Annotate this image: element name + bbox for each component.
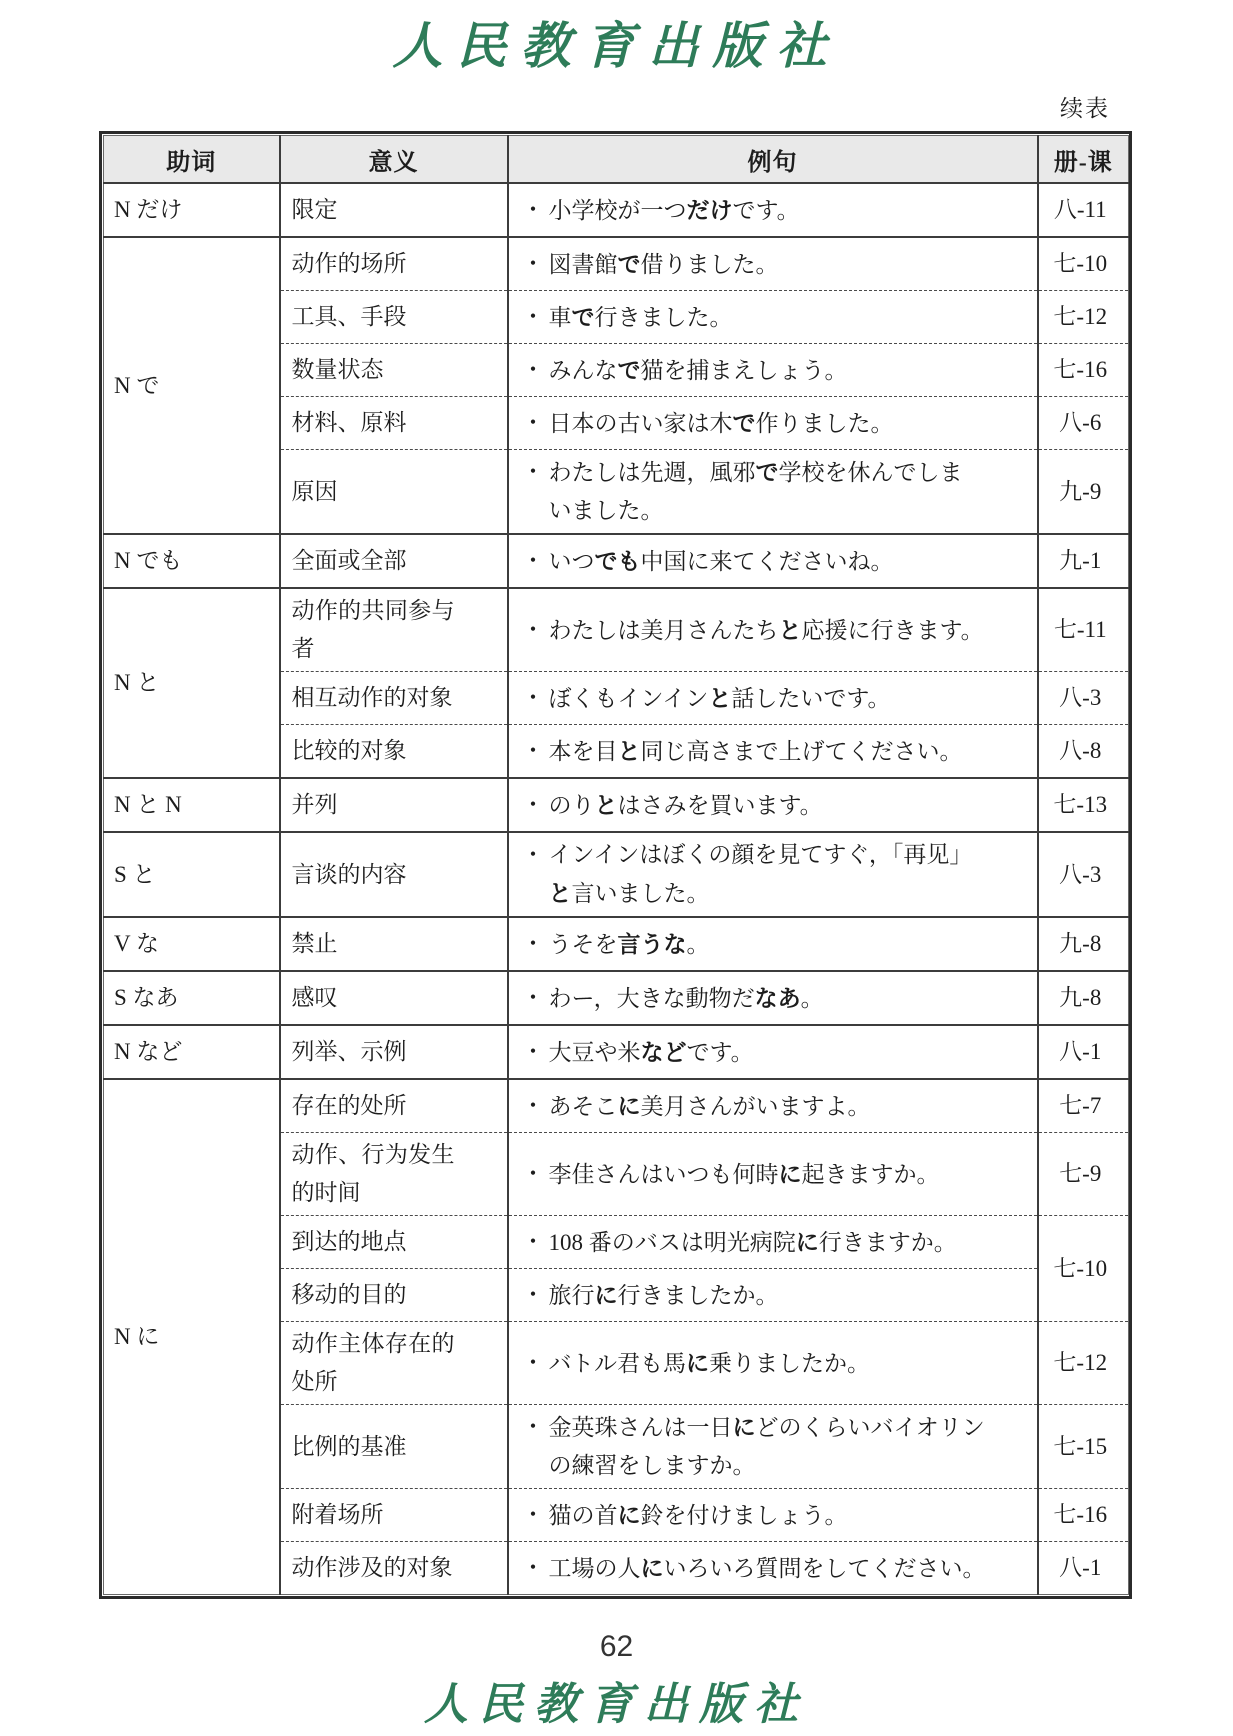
publisher-logo-top: 人民教育出版社 [392,18,841,74]
volume-lesson-cell: 八-3 [1038,832,1129,917]
meaning-cell [280,672,508,725]
example-segment: ぼくもインイン [548,685,709,711]
example-segment: 猫の首 [548,1502,618,1528]
example-line [549,492,1033,530]
example-segment: わたしは先週，風邪 [548,460,756,485]
meaning-text: 比例的基准 [291,1433,407,1459]
table-row [104,971,1129,1025]
volume-lesson-cell: 七-10 [1038,1216,1129,1322]
particle-bold: だけ [686,196,733,223]
example-segment: です。 [732,197,800,223]
table-row [104,183,1129,237]
example-segment: 108 番のバスは明光病院 [548,1229,796,1255]
bullet-icon: ・ [521,791,545,817]
example-text [549,786,1033,825]
meaning-text: 全面或全部 [291,548,407,573]
meaning-text: 材料、原料 [291,410,407,435]
volume-lesson-cell: 九-9 [1038,450,1129,535]
volume-lesson-cell: 七-9 [1038,1133,1129,1216]
example-segment: 借りました。 [640,251,779,277]
bullet-icon: ・ [521,356,545,382]
example-cell [508,1079,1038,1133]
meaning-text: 动作的场所 [291,251,407,276]
example-line [549,874,1033,913]
meaning-text: 动作的共同参与者 [291,598,455,661]
publisher-logo-bottom: 人民教育出版社 [424,1680,809,1729]
table-row [104,832,1129,917]
meaning-text: 动作涉及的对象 [291,1555,453,1580]
bullet-icon: ・ [521,1092,545,1118]
volume-lesson-cell: 七-13 [1038,778,1129,832]
particle-cell: N に [104,1079,280,1595]
example-segment: いました。 [548,498,664,523]
example-line [549,732,1033,771]
bullet-icon: ・ [521,196,545,222]
example [519,1408,1033,1485]
bullet-icon: ・ [521,303,545,329]
bullet-icon: ・ [521,1501,545,1527]
example [519,836,1033,913]
example-cell [508,1216,1038,1269]
continued-table-label: 续表 [1060,96,1110,121]
example [519,1276,1033,1315]
header-meaning: 意义 [280,136,508,184]
particle-bold: で [571,303,595,330]
volume-lesson-cell: 七-12 [1038,1322,1129,1405]
particle-bold: と [708,684,732,711]
particle-bold: に [594,1281,618,1308]
table-row [104,534,1129,588]
meaning-cell [280,1542,508,1595]
particle-bold: と [548,880,572,906]
bullet-icon: ・ [521,1228,545,1254]
meaning-cell [280,778,508,832]
example-segment: の練習をしますか。 [548,1453,756,1478]
example-line [549,191,1033,230]
example-text [549,351,1033,390]
particle-bold: で [617,250,641,277]
example-line [549,404,1033,443]
bullet-icon: ・ [521,984,545,1010]
meaning-text: 工具、手段 [291,304,407,329]
particle-bold: でも [594,547,641,574]
header-particle: 助词 [104,136,280,184]
example-line [549,245,1033,284]
bullet-icon: ・ [521,1281,545,1307]
example-segment: 図書館 [548,251,618,277]
example [519,1549,1033,1588]
example-cell [508,397,1038,450]
bullet-icon: ・ [521,616,545,642]
example-cell [508,725,1038,779]
particle-table-frame [99,131,1132,1599]
example-text [549,925,1033,964]
example-cell [508,917,1038,971]
table-row [104,778,1129,832]
meaning-text: 比较的对象 [291,738,407,763]
bullet-icon: ・ [521,250,545,276]
meaning-cell [280,832,508,917]
example-segment: はさみを買います。 [617,792,823,818]
example-cell [508,450,1038,535]
particle-cell: N だけ [114,197,183,222]
volume-lesson-cell: 八-1 [1038,1542,1129,1595]
meaning-cell [280,183,508,237]
example-line [549,351,1033,390]
meaning-cell [280,1216,508,1269]
example-cell [508,1405,1038,1489]
example-segment: 作りました。 [755,410,894,436]
example-text [549,1223,1033,1262]
example-cell [508,183,1038,237]
example [519,245,1033,284]
example-line [549,1033,1033,1072]
meaning-cell [280,1322,508,1405]
table-row [104,588,1129,672]
example-segment: 行きました。 [594,304,733,330]
example-cell [508,291,1038,344]
example-line [549,786,1033,825]
example-text [549,1155,1033,1194]
bullet-icon: ・ [521,459,545,484]
example-segment: 美月さんがいますよ。 [640,1093,871,1119]
example [519,611,1033,650]
example-cell [508,1269,1038,1322]
example-segment: どのくらいバイオリン [755,1415,985,1440]
example [519,404,1033,443]
example-segment: 李佳さんはいつも何時 [548,1161,779,1187]
volume-lesson-cell: 八-1 [1038,1025,1129,1079]
example-segment: 小学校が一つ [548,197,687,223]
example [519,1223,1033,1262]
example-line [549,1155,1033,1194]
particle-cell: N と [104,588,280,778]
table-header-row [104,136,1129,184]
particle-bold: など [640,1038,687,1065]
page-number: 62 [599,1630,634,1663]
example-text [549,1496,1033,1535]
volume-lesson-cell: 八-8 [1038,725,1129,779]
example-segment: です。 [686,1039,754,1065]
example [519,351,1033,390]
volume-lesson-cell: 八-11 [1038,183,1129,237]
particle-bold: 言うな [617,930,687,957]
example-segment: わー，大きな動物だ [548,985,755,1011]
example-segment: 言いました。 [571,881,710,906]
particle-bold: に [640,1554,664,1581]
volume-lesson-cell: 九-8 [1038,917,1129,971]
volume-lesson-cell: 七-16 [1038,344,1129,397]
volume-lesson-cell: 九-1 [1038,534,1129,588]
example-cell [508,1542,1038,1595]
particle-bold: と [617,737,641,764]
particle-cell: N など [104,1025,280,1079]
example-cell [508,237,1038,291]
particle-bold: に [617,1501,641,1528]
particle-bold: に [686,1349,710,1376]
example-text [549,298,1033,337]
table-row [104,1025,1129,1079]
meaning-text: 数量状态 [291,357,384,382]
example [519,786,1033,825]
meaning-cell [280,237,508,291]
example-segment: 応援に行きます。 [801,617,984,643]
example-line [549,1223,1033,1262]
meaning-cell [280,450,508,535]
example-text [549,245,1033,284]
meaning-cell [280,1079,508,1133]
example-segment: 鈴を付けましょう。 [640,1502,848,1528]
meaning-text: 动作主体存在的处所 [291,1331,455,1394]
meaning-cell [280,971,508,1025]
particle-bold: と [594,791,618,818]
bullet-icon: ・ [521,1554,545,1580]
bullet-icon: ・ [521,1349,545,1375]
meaning-cell [280,1405,508,1489]
example-cell [508,1489,1038,1542]
bullet-icon: ・ [521,409,545,435]
example-segment: 中国に来てくださいね。 [640,548,894,574]
meaning-text: 到达的地点 [291,1229,407,1254]
bullet-icon: ・ [521,547,545,573]
example-cell [508,1025,1038,1079]
example-cell [508,1133,1038,1216]
particle-bold: なあ [754,984,801,1011]
table-row [104,1079,1129,1133]
example-line [549,1344,1033,1383]
example-cell [508,588,1038,672]
example [519,679,1033,718]
bullet-icon: ・ [521,1414,545,1439]
example-text [549,404,1033,443]
meaning-text: 限定 [291,197,338,222]
example-segment: 本を目 [548,738,618,764]
volume-lesson-cell: 八-6 [1038,397,1129,450]
meaning-text: 原因 [291,478,338,504]
meaning-cell [280,1133,508,1216]
example-cell [508,534,1038,588]
example-text [549,453,1033,530]
example-line [549,1408,1033,1447]
bullet-icon: ・ [521,684,545,710]
bullet-icon: ・ [521,930,545,956]
example-segment: 日本の古い家は木 [548,410,733,436]
meaning-cell [280,291,508,344]
particle-table-body [104,183,1129,1595]
header-example: 例句 [508,136,1038,184]
meaning-cell [280,1269,508,1322]
table-row [104,237,1129,291]
example [519,1033,1033,1072]
volume-lesson-cell: 七-10 [1038,237,1129,291]
volume-lesson-cell: 七-15 [1038,1405,1129,1489]
example-segment: 大豆や米 [548,1039,641,1065]
example-text [549,1087,1033,1126]
example [519,979,1033,1018]
example-segment: 起きますか。 [801,1161,940,1187]
example-segment: 猫を捕まえしょう。 [640,357,848,383]
example-segment: 行きますか。 [818,1229,957,1255]
example-text [549,1033,1033,1072]
example [519,925,1033,964]
example-cell [508,344,1038,397]
example-text [549,1549,1033,1588]
example-segment: 工場の人 [548,1555,641,1581]
meaning-text: 感叹 [291,985,338,1010]
example-text [549,836,1033,913]
example [519,298,1033,337]
bullet-icon: ・ [521,1160,545,1186]
meaning-text: 禁止 [291,931,338,956]
example-line [549,925,1033,964]
particle-bold: と [778,616,802,643]
particle-bold: で [617,356,641,383]
example-line [549,453,1033,492]
example-line [549,1447,1033,1485]
particle-bold: で [755,459,779,485]
particle-bold: に [617,1092,641,1119]
volume-lesson-cell: 八-3 [1038,672,1129,725]
meaning-cell [280,534,508,588]
example-text [549,979,1033,1018]
example-segment: インインはぼくの顔を見てすぐ，「再见」 [548,842,973,867]
example-segment: わたしは美月さんたち [548,617,779,643]
example-cell [508,832,1038,917]
bullet-icon: ・ [521,842,545,867]
bullet-icon: ・ [521,737,545,763]
example-segment: 話したいです。 [731,685,891,711]
example-cell [508,971,1038,1025]
example [519,1496,1033,1535]
example-line [549,836,1033,874]
meaning-text: 列举、示例 [291,1039,407,1064]
header-volume-lesson: 册-课 [1038,136,1129,184]
meaning-text: 附着场所 [291,1502,384,1527]
volume-lesson-cell: 七-16 [1038,1489,1129,1542]
example [519,1155,1033,1194]
example-segment: 学校を休んでしま [778,460,963,485]
example-cell [508,1322,1038,1405]
particle-cell: N と N [104,778,280,832]
example-text [549,679,1033,718]
example-line [549,679,1033,718]
example-segment: いろいろ質問をしてください。 [663,1555,986,1581]
meaning-text: 言谈的内容 [291,861,407,887]
example-segment: いつ [548,548,595,574]
particle-cell: V な [104,917,280,971]
example-segment: あそこ [548,1093,618,1119]
example-line [549,298,1033,337]
example-line [549,1087,1033,1126]
meaning-cell [280,1489,508,1542]
example-segment: 。 [800,985,824,1011]
meaning-cell [280,725,508,779]
example-segment: 金英珠さんは一日 [548,1415,733,1440]
particle-bold: に [795,1228,819,1255]
example-cell [508,778,1038,832]
meaning-text: 动作、行为发生的时间 [291,1142,455,1205]
example-segment: 乗りましたか。 [709,1350,871,1376]
particle-cell: N で [104,237,280,534]
example-segment: 。 [686,931,710,957]
example [519,542,1033,581]
meaning-text: 相互动作的对象 [291,685,453,710]
bullet-icon: ・ [521,1038,545,1064]
particle-bold: に [778,1160,802,1187]
example-text [549,191,1033,230]
example-segment: 旅行 [548,1282,595,1308]
meaning-cell [280,588,508,672]
example [519,453,1033,530]
example-segment: みんな [548,357,618,383]
example-text [549,542,1033,581]
example-segment: バトル君も馬 [548,1350,687,1376]
example-text [549,1276,1033,1315]
particle-cell: N でも [104,534,280,588]
example [519,1344,1033,1383]
example-segment: うそを [548,931,618,957]
example-line [549,542,1033,581]
particle-bold: に [732,1414,756,1440]
meaning-text: 并列 [291,792,338,817]
particle-cell: S なあ [104,971,280,1025]
table-row [104,917,1129,971]
meaning-text: 移动的目的 [291,1282,407,1307]
example-segment: 行きましたか。 [617,1282,779,1308]
example-segment: のり [548,792,595,818]
example-text [549,611,1033,650]
example-line [549,979,1033,1018]
volume-lesson-cell: 七-12 [1038,291,1129,344]
volume-lesson-cell: 九-8 [1038,971,1129,1025]
volume-lesson-cell: 七-7 [1038,1079,1129,1133]
example-segment: 同じ高さまで上げてください。 [640,738,963,764]
example-line [549,611,1033,650]
example-text [549,1408,1033,1485]
meaning-cell [280,917,508,971]
meaning-cell [280,397,508,450]
example [519,1087,1033,1126]
particle-table [103,135,1129,1595]
meaning-text: 存在的处所 [291,1093,407,1118]
example-text [549,732,1033,771]
example [519,191,1033,230]
example-cell [508,672,1038,725]
example [519,732,1033,771]
example-text [549,1344,1033,1383]
example-line [549,1496,1033,1535]
volume-lesson-cell: 七-11 [1038,588,1129,672]
example-line [549,1549,1033,1588]
particle-bold: で [732,409,756,436]
meaning-cell [280,1025,508,1079]
particle-cell: S と [104,832,280,917]
example-segment: 車 [548,304,572,330]
example-line [549,1276,1033,1315]
meaning-cell [280,344,508,397]
